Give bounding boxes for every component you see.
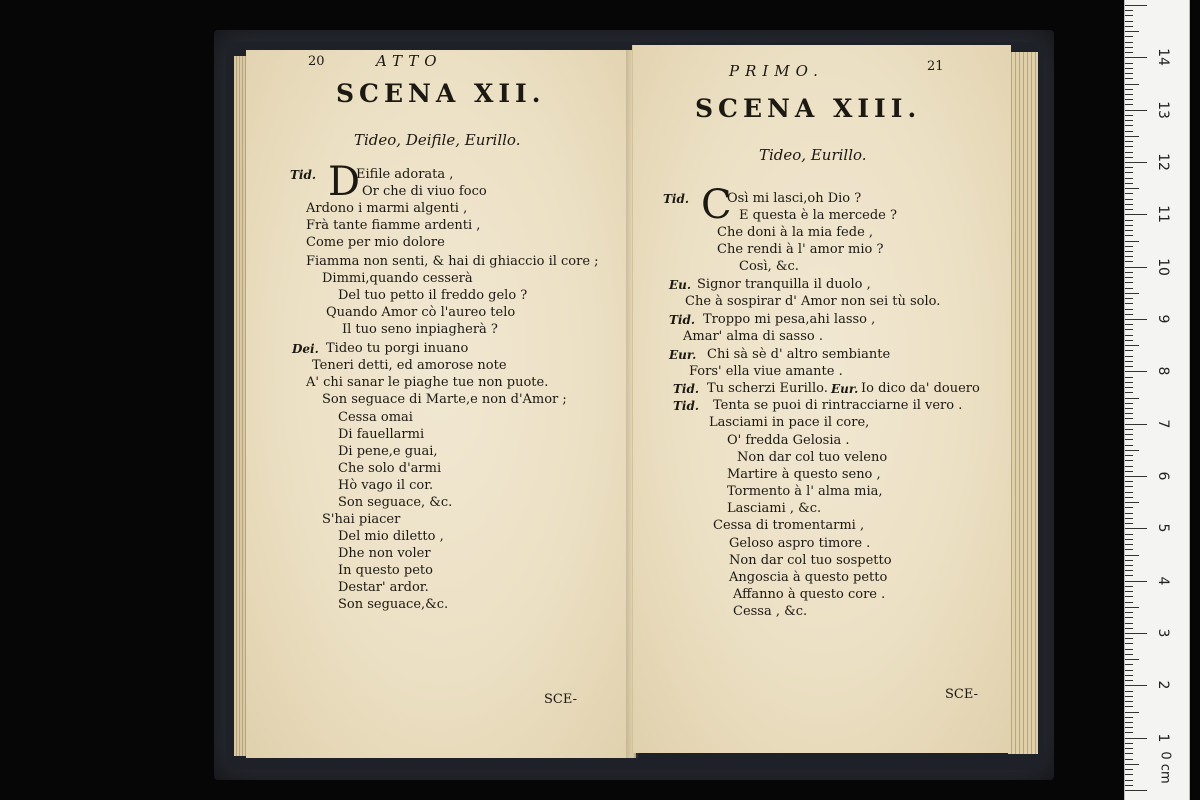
right-verse-line: Lasciami , &c. [727, 501, 822, 516]
ruler-tick [1125, 293, 1139, 294]
ruler-tick [1125, 246, 1133, 247]
ruler-tick [1125, 157, 1133, 158]
right-drop-cap: C [701, 182, 732, 228]
ruler-label: 8 [1155, 366, 1171, 376]
ruler-tick [1125, 52, 1133, 53]
right-verse-line: Non dar col tuo veleno [737, 450, 888, 465]
right-line-5b: Io dico da' douero [861, 381, 980, 396]
ruler-tick [1125, 371, 1147, 372]
ruler-tick [1125, 575, 1133, 576]
left-verse-line: Teneri detti, ed amorose note [312, 358, 507, 373]
left-verse-line: Del mio diletto , [338, 529, 444, 544]
ruler-tick [1125, 78, 1133, 79]
ruler-tick [1125, 5, 1147, 6]
ruler-label: 3 [1155, 628, 1171, 638]
ruler-tick [1125, 73, 1133, 74]
left-verse-line: Son seguace di Marte,e non d'Amor ; [322, 392, 567, 407]
ruler-tick [1125, 748, 1133, 749]
ruler-tick [1125, 471, 1133, 472]
ruler-tick [1125, 413, 1133, 414]
right-speaker-1: Tid. [663, 192, 690, 206]
right-verse-line: Geloso aspro timore . [729, 536, 871, 551]
ruler-tick [1125, 209, 1133, 210]
ruler-tick [1125, 319, 1147, 320]
ruler-tick [1125, 392, 1133, 393]
ruler-tick [1125, 99, 1133, 100]
left-verse-line: Dhe non voler [338, 546, 431, 561]
ruler-tick [1125, 94, 1133, 95]
ruler-tick [1125, 555, 1139, 556]
ruler-tick [1125, 193, 1133, 194]
ruler-tick [1125, 89, 1133, 90]
left-page [246, 50, 636, 758]
left-verse-line: Hò vago il cor. [338, 478, 434, 493]
ruler-tick [1125, 581, 1147, 582]
right-speaker-2: Eu. [669, 278, 692, 292]
ruler-tick [1125, 141, 1133, 142]
ruler-tick [1125, 47, 1133, 48]
right-verse-line: Osì mi lasci,oh Dio ? [727, 191, 862, 206]
ruler-tick [1125, 492, 1133, 493]
left-verse-line: Quando Amor cò l'aureo telo [326, 305, 516, 320]
ruler-tick [1125, 225, 1133, 226]
ruler-tick [1125, 115, 1133, 116]
left-verse-line: A' chi sanar le piaghe tue non puote. [306, 375, 549, 390]
ruler-label: 11 [1155, 205, 1171, 224]
ruler-tick [1125, 178, 1133, 179]
left-verse-line: Cessa omai [338, 410, 413, 425]
right-verse-line: Troppo mi pesa,ahi lasso , [703, 312, 876, 327]
ruler-tick [1125, 356, 1133, 357]
ruler-tick [1125, 764, 1139, 765]
ruler-tick [1125, 36, 1133, 37]
ruler-tick [1125, 309, 1133, 310]
left-verse-line: Fiamma non senti, & hai di ghiaccio il core ; [306, 254, 599, 269]
ruler-tick [1125, 104, 1133, 105]
right-verse-line: Lasciami in pace il core, [709, 415, 870, 430]
left-verse-line: Frà tante fiamme ardenti , [306, 218, 481, 233]
ruler-tick [1125, 638, 1133, 639]
left-running-header: ATTO [376, 52, 443, 70]
ruler-label: 2 [1155, 680, 1171, 690]
ruler-tick [1125, 350, 1133, 351]
ruler-label: 9 [1155, 314, 1171, 324]
ruler-tick [1125, 670, 1133, 671]
ruler-tick [1125, 21, 1133, 22]
ruler-tick [1125, 623, 1133, 624]
right-verse-line: E questa è la mercede ? [739, 208, 897, 223]
ruler-tick [1125, 424, 1147, 425]
ruler-tick [1125, 780, 1133, 781]
right-speaker-4: Eur. [669, 348, 697, 362]
ruler-tick [1125, 560, 1133, 561]
left-verse-line: Come per mio dolore [306, 235, 445, 250]
ruler-tick [1125, 235, 1133, 236]
ruler-tick [1125, 685, 1147, 686]
left-verse-line: Il tuo seno inpiagherà ? [342, 322, 498, 337]
ruler-tick [1125, 10, 1133, 11]
ruler-tick [1125, 518, 1133, 519]
ruler-tick [1125, 445, 1133, 446]
left-scene-title: SCENA XII. [336, 79, 546, 108]
ruler-tick [1125, 261, 1133, 262]
right-verse-line: Che à sospirar d' Amor non sei tù solo. [685, 294, 941, 309]
ruler-unit-label: 0 cm [1157, 751, 1173, 784]
right-verse-line: Tenta se puoi di rintracciarne il vero . [713, 398, 963, 413]
ruler-tick [1125, 549, 1133, 550]
ruler-tick [1125, 256, 1133, 257]
ruler-tick [1125, 706, 1133, 707]
ruler-tick [1125, 649, 1133, 650]
ruler-tick [1125, 403, 1133, 404]
ruler-label: 4 [1155, 576, 1171, 586]
left-speaker-2: Dei. [292, 342, 319, 356]
ruler-tick [1125, 387, 1133, 388]
ruler-tick [1125, 361, 1133, 362]
right-verse-line: Signor tranquilla il duolo , [697, 277, 871, 292]
ruler-tick [1125, 220, 1133, 221]
right-scene-title: SCENA XIII. [695, 94, 922, 123]
ruler-tick [1125, 366, 1133, 367]
ruler-tick [1125, 335, 1133, 336]
ruler-tick [1125, 643, 1133, 644]
ruler-tick [1125, 727, 1133, 728]
ruler-tick [1125, 377, 1133, 378]
ruler-tick [1125, 654, 1133, 655]
ruler-tick [1125, 722, 1133, 723]
left-verse-line: Destar' ardor. [338, 580, 429, 595]
ruler-tick [1125, 398, 1139, 399]
ruler-tick [1125, 680, 1133, 681]
ruler-tick [1125, 633, 1147, 634]
right-verse-line: Tormento à l' alma mia, [727, 484, 883, 499]
ruler-tick [1125, 602, 1133, 603]
ruler-label: 10 [1155, 257, 1171, 276]
ruler-tick [1125, 586, 1133, 587]
ruler-tick [1125, 534, 1133, 535]
ruler-tick [1125, 204, 1133, 205]
ruler-tick [1125, 241, 1139, 242]
ruler-tick [1125, 486, 1133, 487]
ruler-tick [1125, 617, 1133, 618]
ruler-tick [1125, 429, 1133, 430]
right-running-header: PRIMO. [729, 62, 824, 80]
left-speaker-1: Tid. [290, 168, 317, 182]
ruler-tick [1125, 790, 1147, 791]
left-characters: Tideo, Deifile, Eurillo. [354, 131, 521, 149]
ruler-tick [1125, 172, 1133, 173]
ruler-tick [1125, 288, 1133, 289]
ruler-tick [1125, 460, 1133, 461]
left-verse-line: In questo peto [338, 563, 433, 578]
ruler-tick [1125, 497, 1133, 498]
ruler-label: 12 [1155, 153, 1171, 171]
right-verse-line: Che doni à la mia fede , [717, 225, 874, 240]
ruler-tick [1125, 63, 1133, 64]
ruler-tick [1125, 329, 1133, 330]
ruler-tick [1125, 68, 1133, 69]
left-verse-line: Tideo tu porgi inuano [326, 341, 469, 356]
ruler-tick [1125, 125, 1133, 126]
ruler-label: 5 [1155, 523, 1171, 533]
right-verse-line: Che rendi à l' amor mio ? [717, 242, 884, 257]
left-verse-line: Di fauellarmi [338, 427, 425, 442]
right-verse-line: O' fredda Gelosia . [727, 433, 850, 448]
ruler-tick [1125, 455, 1133, 456]
ruler-tick [1125, 230, 1133, 231]
right-page-number: 21 [927, 59, 944, 74]
ruler-tick [1125, 743, 1133, 744]
left-verse-line: Di pene,e guai, [338, 444, 438, 459]
right-verse-line: Non dar col tuo sospetto [729, 553, 892, 568]
ruler-tick [1125, 523, 1133, 524]
ruler-tick [1125, 167, 1133, 168]
ruler-tick [1125, 439, 1133, 440]
ruler-tick [1125, 476, 1147, 477]
left-verse-line: S'hai piacer [322, 512, 401, 527]
left-verse-line: Eifile adorata , [356, 167, 454, 182]
ruler-tick [1125, 570, 1133, 571]
ruler-tick [1125, 664, 1133, 665]
left-drop-cap: D [328, 159, 361, 205]
right-verse-line: Cessa di tromentarmi , [713, 518, 865, 533]
ruler-tick [1125, 120, 1133, 121]
ruler-tick [1125, 188, 1139, 189]
left-verse-line: Del tuo petto il freddo gelo ? [338, 288, 528, 303]
left-verse-line: Ardono i marmi algenti , [306, 201, 468, 216]
right-verse-line: Così, &c. [739, 259, 799, 274]
left-verse-line: Son seguace, &c. [338, 495, 453, 510]
ruler-tick [1125, 298, 1133, 299]
ruler-tick [1125, 450, 1139, 451]
left-verse-line: Dimmi,quando cesserà [322, 271, 473, 286]
ruler-tick [1125, 528, 1147, 529]
right-speaker-6: Tid. [673, 399, 700, 413]
ruler-tick [1125, 701, 1133, 702]
right-page [632, 45, 1011, 753]
left-verse-line: Or che di viuo foco [362, 184, 487, 199]
left-verse-line: Son seguace,&c. [338, 597, 449, 612]
right-speaker-5b: Eur. [831, 382, 859, 396]
ruler-tick [1125, 146, 1133, 147]
ruler-tick [1125, 565, 1133, 566]
ruler-tick [1125, 42, 1133, 43]
right-speaker-5: Tid. [673, 382, 700, 396]
ruler-tick [1125, 717, 1133, 718]
right-page-edges [1008, 52, 1038, 754]
right-line-5: Tu scherzi Eurillo. [707, 381, 828, 396]
ruler-tick [1125, 502, 1139, 503]
ruler-tick [1125, 696, 1133, 697]
ruler-tick [1125, 214, 1147, 215]
ruler-tick [1125, 15, 1133, 16]
ruler-tick [1125, 340, 1133, 341]
right-verse-line: Chi sà sè d' altro sembiante [707, 347, 891, 362]
ruler-tick [1125, 152, 1133, 153]
ruler-tick [1125, 267, 1147, 268]
ruler-tick [1125, 57, 1147, 58]
ruler-tick [1125, 84, 1139, 85]
ruler-tick [1125, 785, 1133, 786]
ruler-tick [1125, 314, 1133, 315]
right-verse-line: Angoscia à questo petto [729, 570, 888, 585]
ruler-tick [1125, 434, 1133, 435]
ruler-tick [1125, 282, 1133, 283]
right-characters: Tideo, Eurillo. [759, 146, 867, 164]
ruler-tick [1125, 612, 1133, 613]
ruler-tick [1125, 596, 1133, 597]
ruler-tick [1125, 774, 1133, 775]
ruler-tick [1125, 539, 1133, 540]
ruler-tick [1125, 183, 1133, 184]
ruler-tick [1125, 272, 1133, 273]
left-catchword: SCE- [544, 692, 577, 707]
ruler-tick [1125, 251, 1133, 252]
ruler-tick [1125, 136, 1139, 137]
ruler-label: 13 [1155, 100, 1171, 119]
ruler-tick [1125, 732, 1133, 733]
ruler-tick [1125, 481, 1133, 482]
ruler-tick [1125, 712, 1139, 713]
ruler-tick [1125, 162, 1147, 163]
ruler-tick [1125, 31, 1139, 32]
ruler-label: 1 [1155, 733, 1171, 743]
ruler-tick [1125, 607, 1139, 608]
right-verse-line: Affanno à questo core . [733, 587, 886, 602]
ruler-tick [1125, 324, 1133, 325]
ruler-tick [1125, 738, 1147, 739]
ruler-tick [1125, 110, 1147, 111]
right-verse-line: Cessa , &c. [733, 604, 808, 619]
ruler-tick [1125, 418, 1133, 419]
ruler-tick [1125, 26, 1133, 27]
ruler-tick [1125, 628, 1133, 629]
ruler-tick [1125, 591, 1133, 592]
ruler-tick [1125, 675, 1133, 676]
ruler-tick [1125, 691, 1133, 692]
right-verse-line: Martire à questo seno , [727, 467, 881, 482]
ruler-tick [1125, 345, 1139, 346]
right-speaker-3: Tid. [669, 313, 696, 327]
ruler-tick [1125, 277, 1133, 278]
ruler-tick [1125, 513, 1133, 514]
ruler-label: 6 [1155, 471, 1171, 481]
ruler-tick [1125, 303, 1133, 304]
ruler-tick [1125, 753, 1133, 754]
left-verse-line: Che solo d'armi [338, 461, 442, 476]
ruler-tick [1125, 507, 1133, 508]
ruler-tick [1125, 759, 1133, 760]
ruler-tick [1125, 382, 1133, 383]
ruler-tick [1125, 544, 1133, 545]
measurement-ruler [1124, 0, 1190, 800]
right-verse-line: Amar' alma di sasso . [683, 329, 823, 344]
ruler-tick [1125, 408, 1133, 409]
ruler-label: 14 [1155, 48, 1171, 67]
left-page-number: 20 [308, 54, 325, 69]
ruler-tick [1125, 131, 1133, 132]
right-catchword: SCE- [945, 687, 978, 702]
right-verse-line: Fors' ella viue amante . [689, 364, 843, 379]
ruler-tick [1125, 199, 1133, 200]
ruler-tick [1125, 659, 1139, 660]
ruler-tick [1125, 769, 1133, 770]
ruler-tick [1125, 466, 1133, 467]
ruler-label: 7 [1155, 419, 1171, 429]
